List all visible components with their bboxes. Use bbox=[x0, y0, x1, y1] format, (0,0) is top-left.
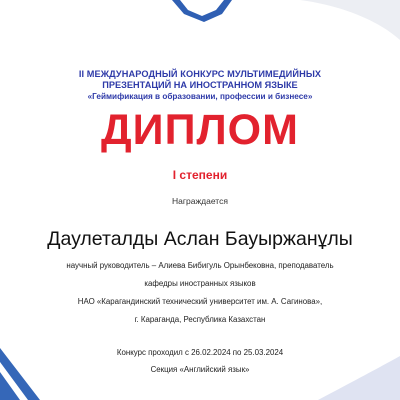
recipient-name: Даулеталды Аслан Бауыржанұлы bbox=[47, 228, 353, 250]
header-line-1: II МЕЖДУНАРОДНЫЙ КОНКУРС МУЛЬТИМЕДИЙНЫХ bbox=[78, 69, 322, 79]
supervisor-details bbox=[0, 257, 400, 329]
details-line-1: научный руководитель – Алиева Бибигуль Орынбековна, преподаватель bbox=[66, 261, 334, 270]
header-line-2: ПРЕЗЕНТАЦИЙ НА ИНОСТРАННОМ ЯЗЫКЕ bbox=[102, 80, 298, 90]
contest-info bbox=[0, 344, 400, 378]
top-right-curve bbox=[300, 0, 400, 40]
degree-label: I степени bbox=[172, 168, 228, 182]
details-line-4: г. Караганда, Республика Казахстан bbox=[134, 315, 266, 324]
details-line-3: НАО «Карагандинский технический университет им. А. Сагинова», bbox=[77, 297, 323, 306]
header-line-3: «Геймификация в образовании, профессии и бизнесе» bbox=[87, 92, 313, 101]
awarded-label: Награждается bbox=[172, 196, 228, 206]
contest-dates: Конкурс проходил с 26.02.2024 по 25.03.2024 bbox=[116, 348, 284, 357]
contest-section: Секция «Английский язык» bbox=[150, 365, 250, 374]
contest-header bbox=[0, 69, 400, 102]
diploma-title: ДИПЛОМ bbox=[101, 106, 299, 154]
details-line-2: кафедры иностранных языков bbox=[144, 279, 256, 288]
